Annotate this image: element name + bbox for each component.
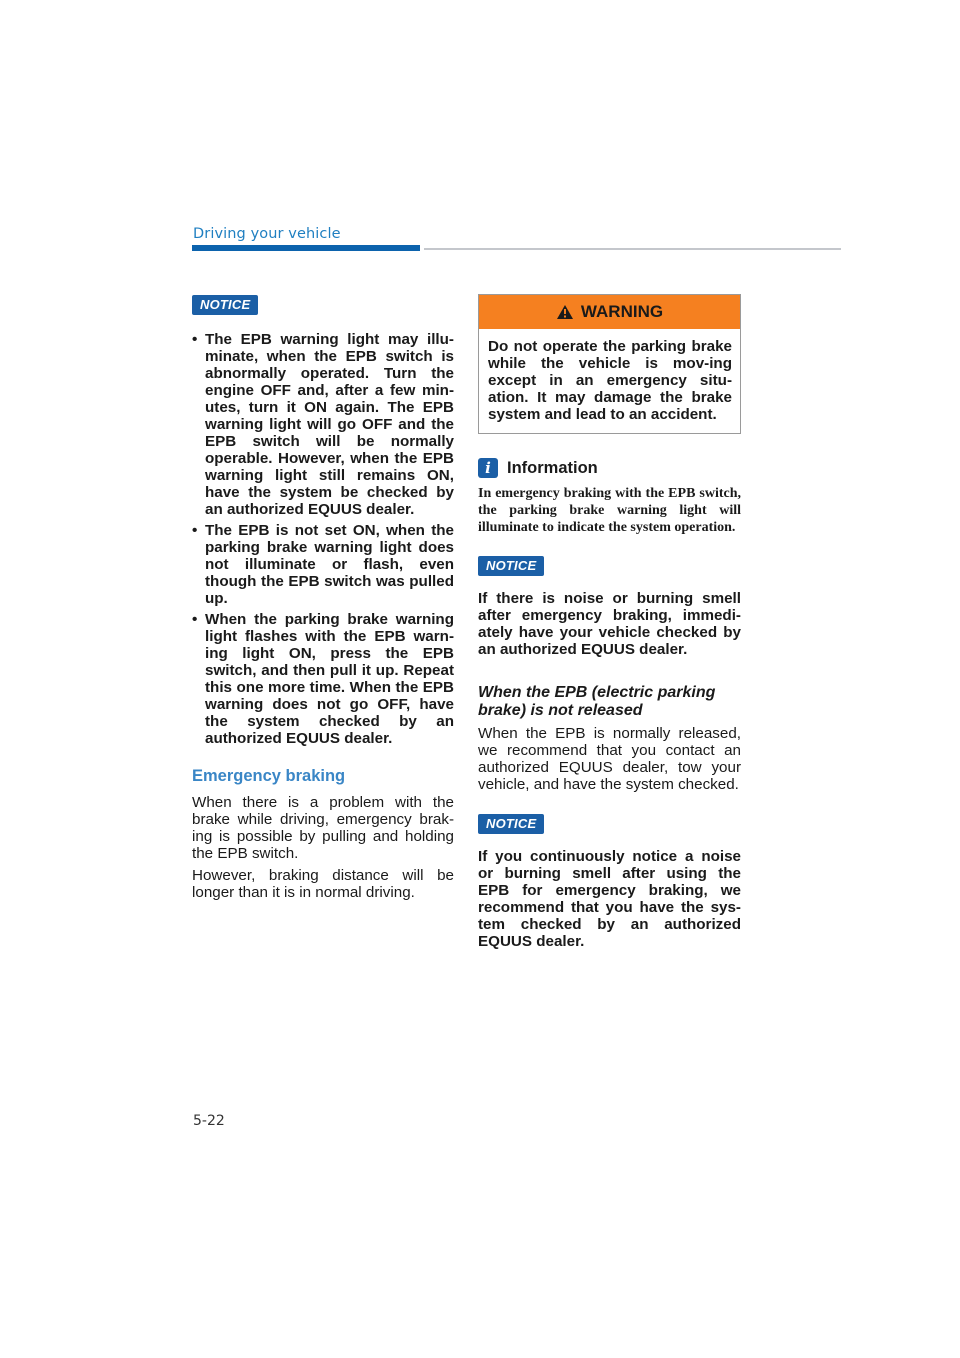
bullet-text: The EPB warning light may illu-minate, when the EPB switch is abnormally operated. Turn the engine OFF and, after a few min-utes, turn it ON again. The EPB warning light will go OFF and the EPB switch will be normally operable. However, when the EPB warning light still remains ON, have the system be checked by an authorized EQUUS dealer. xyxy=(205,331,454,518)
left-column xyxy=(192,295,454,901)
information-heading xyxy=(478,458,741,478)
emergency-paragraph-1: When there is a problem with the brake while driving, emergency brak-ing is possible by pulling and holding the EPB switch. xyxy=(192,794,454,862)
emergency-braking-heading: Emergency braking xyxy=(192,767,346,785)
bullet-text: The EPB is not set ON, when the parking brake warning light does not illuminate or flash, even though the EPB switch was pulled up. xyxy=(205,522,454,607)
emergency-paragraph-2: However, braking distance will be longer than it is in normal driving. xyxy=(192,867,454,901)
list-item xyxy=(192,331,454,518)
list-item xyxy=(192,522,454,607)
warning-text: Do not operate the parking brake while the vehicle is mov-ing except in an emergency situ-ation. It may damage the brake system and lead to an accident. xyxy=(488,338,732,423)
warning-triangle-icon xyxy=(556,304,574,320)
bullet-icon: • xyxy=(192,331,198,348)
warning-box xyxy=(478,294,741,434)
list-item xyxy=(192,611,454,747)
page-number: 5-22 xyxy=(193,1113,225,1129)
bullet-icon: • xyxy=(192,611,198,628)
notice-badge: NOTICE xyxy=(478,814,544,834)
notice-badge: NOTICE xyxy=(478,556,544,576)
notice-badge: NOTICE xyxy=(192,295,258,315)
info-icon: i xyxy=(478,458,498,478)
warning-label: WARNING xyxy=(580,302,664,321)
right-column xyxy=(478,294,741,950)
bullet-icon: • xyxy=(192,522,198,539)
header-rule-thin xyxy=(424,248,841,250)
epb-not-released-heading: When the EPB (electric parking brake) is not released xyxy=(478,684,716,719)
header-rule-thick xyxy=(192,245,420,251)
bullet-text: When the parking brake warning light flashes with the EPB warn-ing light ON, press the EPB switch, and then pull it up. Repeat this one more time. When the EPB warning does not go OFF, have the system checked by an authorized EQUUS dealer. xyxy=(205,611,454,747)
epb-not-released-text: When the EPB is normally released, we recommend that you contact an authorized EQUUS dealer, tow your vehicle, and have the system checked. xyxy=(478,725,741,793)
notice-bullet-list xyxy=(192,331,454,747)
notice-text: If you continuously notice a noise or burning smell after using the EPB for emergency braking, we recommend that you have the sys-tem checked by an authorized EQUUS dealer. xyxy=(478,848,741,950)
warning-header xyxy=(479,295,740,329)
notice-text: If there is noise or burning smell after emergency braking, immedi-ately have your vehicle checked by an authorized EQUUS dealer. xyxy=(478,590,741,658)
information-label: Information xyxy=(507,458,598,477)
information-text: In emergency braking with the EPB switch, the parking brake warning light will illuminate to indicate the system operation. xyxy=(478,486,741,535)
section-title: Driving your vehicle xyxy=(193,226,341,242)
